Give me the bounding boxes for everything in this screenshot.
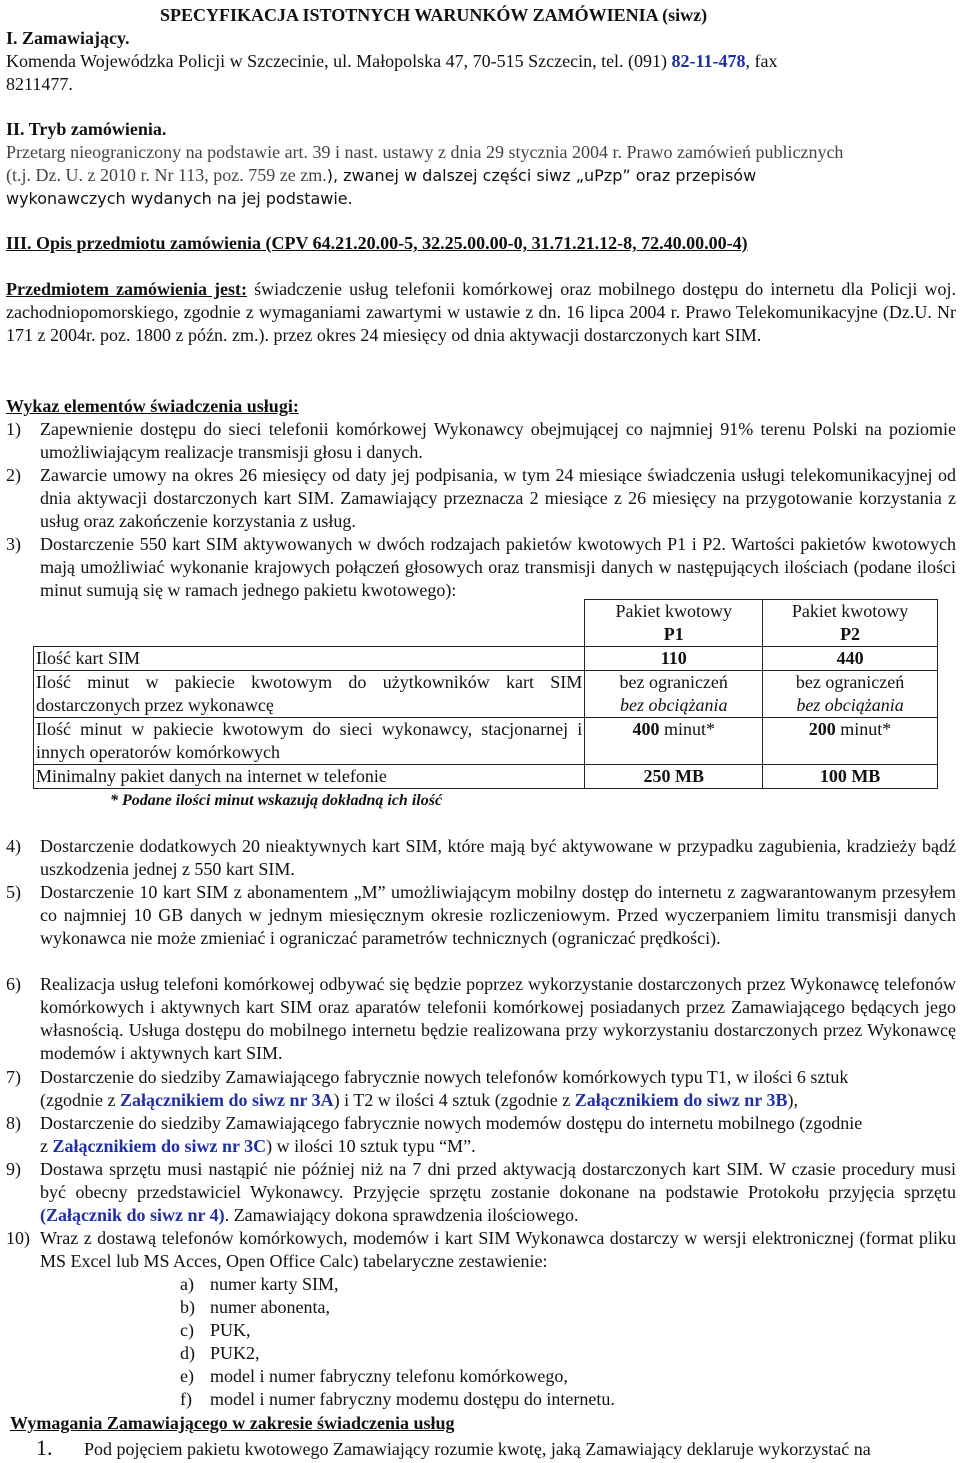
header-label: Pakiet kwotowy: [791, 601, 909, 621]
sub-list-item: [180, 1273, 338, 1296]
fax-number: 8211477.: [6, 74, 73, 94]
section-2-heading: II. Tryb zamówienia.: [6, 119, 167, 139]
sub-list-text: numer abonenta,: [210, 1297, 330, 1317]
list-item-number: 8): [6, 1113, 21, 1133]
attachment-link-3a[interactable]: Załącznikiem do siwz nr 3A: [119, 1090, 334, 1110]
sub-list-letter: d): [180, 1343, 195, 1363]
text-segment: Dostawa sprzętu musi nastąpić nie później niż na 7 dni przed aktywacją dostarczonych kart SIM. W czasie procedury musi być obecny przedstawiciel Wykonawcy. Przyjęcie sprzętu zostanie dokonane na podstawie Protokołu przyjęcia sprzętu: [40, 1159, 956, 1202]
list-item: [6, 1066, 956, 1112]
point-text: Pod pojęciem pakietu kwotowego Zamawiający rozumie kwotę, jaką Zamawiający deklaruje wykorzystać na: [84, 1439, 871, 1459]
subject-text: świadczenie usług telefonii komórkowej oraz mobilnego dostępu do internetu dla Policji woj. zachodniopomorskiego, zgodnie z wymaganiami zawartymi w ustawie z dn. 16 lipca 2004 r. Prawo Telekomunikacyjne (Dz.U. Nr 171 z 2004r. poz. 1800 z późn. zm.). przez okres 24 miesięcy od dnia aktywacji dostarczonych kart SIM.: [6, 279, 956, 345]
value-line: bez obciążania: [619, 695, 728, 715]
sub-list-item: [180, 1342, 260, 1365]
list-item-number: 10): [6, 1228, 30, 1248]
sub-list-text: model i numer fabryczny modemu dostępu do internetu.: [210, 1389, 615, 1409]
list-item: [6, 1112, 956, 1158]
row-label: Ilość minut w pakiecie kwotowym do użytkowników kart SIM dostarczonych przez wykonawcę: [34, 671, 585, 718]
row-label: Minimalny pakiet danych na internet w telefonie: [34, 765, 585, 789]
sub-list-item: [180, 1319, 251, 1342]
list-item: [6, 418, 956, 464]
subject-label: Przedmiotem zamówienia jest:: [6, 279, 248, 299]
row-value-p2: 100 MB: [763, 765, 938, 789]
list-item: [6, 464, 956, 533]
table-row: [34, 647, 938, 671]
table-row: [34, 671, 938, 718]
value-line: bez ograniczeń: [795, 672, 905, 692]
text-segment: ) i T2 w ilości 4 sztuk (zgodnie z: [333, 1090, 575, 1110]
list-item-number: 7): [6, 1067, 21, 1087]
list-item-number: 1): [6, 419, 21, 439]
list-item-text: Zawarcie umowy na okres 26 miesięcy od daty jej podpisania, w tym 24 miesiące świadczenia usługi telekomunikacyjnej od dnia aktywacji dostarczonych kart SIM. Zamawiający przeznacza 2 miesiące z 26 miesięcy na przygotowanie korzystania z usług oraz zakończenie korzystania z usług.: [40, 465, 956, 531]
row-value-p2: [763, 671, 938, 718]
row-value-p1: [585, 718, 763, 765]
row-label: Ilość kart SIM: [34, 647, 585, 671]
sub-list-text: numer karty SIM,: [210, 1274, 339, 1294]
legal-reference-cont: ), zwanej w dalszej części siwz „uPzp” oraz przepisów: [326, 166, 757, 185]
sub-list-text: PUK,: [210, 1320, 251, 1340]
point-number: 1.: [36, 1435, 53, 1460]
list-item: [6, 1158, 956, 1227]
list-item-number: 6): [6, 974, 21, 994]
list-item: [6, 881, 956, 950]
sub-list-text: model i numer fabryczny telefonu komórkowego,: [210, 1366, 568, 1386]
list-item-text: Wraz z dostawą telefonów komórkowych, modemów i kart SIM Wykonawca dostarczy w wersji elektronicznej (format pliku MS Excel lub MS Acces, Open Office Calc) tabelaryczne zestawienie:: [40, 1228, 956, 1271]
requirements-heading: Wymagania Zamawiającego w zakresie świadczenia usług: [10, 1413, 455, 1433]
sub-list-item: [180, 1388, 615, 1411]
contracting-authority-line: [6, 50, 778, 73]
section-2-line-3: wykonawczych wydanych na jej podstawie.: [6, 189, 353, 208]
sub-list-letter: f): [180, 1389, 192, 1409]
header-code: P1: [663, 624, 684, 644]
text-segment: z: [40, 1136, 53, 1156]
attachment-link-4[interactable]: (Załącznik do siwz nr 4): [40, 1205, 225, 1225]
section-2-line-1: Przetarg nieograniczony na podstawie art. 39 i nast. ustawy z dnia 29 stycznia 2004 r. Prawo zamówień publicznych: [6, 142, 844, 162]
row-label: Ilość minut w pakiecie kwotowym do sieci wykonawcy, stacjonarnej i innych operatorów komórkowych: [34, 718, 585, 765]
list-item-text: [40, 1066, 956, 1112]
header-label: Pakiet kwotowy: [615, 601, 732, 621]
sub-list-text: PUK2,: [210, 1343, 260, 1363]
table-header-p1: [585, 600, 763, 647]
table-row: [34, 718, 938, 765]
value-unit: minut*: [659, 719, 715, 739]
list-item-number: 2): [6, 465, 21, 485]
list-item-text: [40, 1112, 956, 1158]
list-item-text: Realizacja usług telefoni komórkowej odbywać się będzie poprzez wykorzystanie dostarczonych przez Wykonawcę telefonów komórkowych i aktywnych kart SIM oraz aparatów telefonii komórkowej posiadanych przez Zamawiającego będących jego własnością. Usługa dostępu do mobilnego internetu będzie realizowana przy wykorzystaniu dostarczonych przez Wykonawcę modemów i aktywnych kart SIM.: [40, 974, 956, 1063]
value-line: bez obciążania: [796, 695, 904, 715]
text-segment: ) w ilości 10 sztuk typu “M”.: [266, 1136, 476, 1156]
sub-list-letter: e): [180, 1366, 194, 1386]
package-table: [33, 599, 938, 789]
text-line: Dostarczenie do siedziby Zamawiającego fabrycznie nowych modemów dostępu do internetu mobilnego (zgodnie: [40, 1113, 863, 1133]
attachment-link-3c[interactable]: Załącznikiem do siwz nr 3C: [52, 1136, 267, 1156]
list-item: [6, 835, 956, 881]
fax-label: , fax: [745, 51, 778, 71]
list-item: [6, 1227, 956, 1273]
row-value-p1: [585, 671, 763, 718]
text-segment: ),: [787, 1090, 798, 1110]
list-item-text: Zapewnienie dostępu do sieci telefonii komórkowej Wykonawcy obejmującej co najmniej 91% terenu Polski na poziomie umożliwiającym realizacje transmisji głosu i danych.: [40, 419, 956, 462]
table-row: [34, 765, 938, 789]
sub-list-letter: c): [180, 1320, 194, 1340]
row-value-p2: 440: [763, 647, 938, 671]
legal-reference: (t.j. Dz. U. z 2010 r. Nr 113, poz. 759 ze zm.: [6, 165, 327, 185]
attachment-link-3b[interactable]: Załącznikiem do siwz nr 3B: [574, 1090, 788, 1110]
text-line: [40, 1089, 956, 1112]
list-item-text: Dostarczenie 550 kart SIM aktywowanych w dwóch rodzajach pakietów kwotowych P1 i P2. Wartości pakietów kwotowych mają umożliwiać wykonanie krajowych połączeń głosowych oraz transmisji danych w następujących ilościach (podane ilości minut sumują się w ramach jednego pakietu kwotowego):: [40, 534, 956, 600]
address-text: Komenda Wojewódzka Policji w Szczecinie, ul. Małopolska 47, 70-515 Szczecin, tel. (091): [6, 51, 672, 71]
list-item-text: Dostarczenie dodatkowych 20 nieaktywnych kart SIM, które mają być aktywowane w przypadku zagubienia, kradzieży bądź uszkodzenia jednej z 550 kart SIM.: [40, 836, 956, 879]
value-number: 400: [632, 719, 660, 739]
elements-list-heading: Wykaz elementów świadczenia usługi:: [6, 396, 299, 416]
section-2-line-2: [6, 164, 756, 187]
table-footnote: * Podane ilości minut wskazują dokładną ich ilość: [110, 792, 443, 809]
section-1-heading: I. Zamawiający.: [6, 28, 130, 48]
table-header-row: [34, 600, 938, 647]
list-item-number: 4): [6, 836, 21, 856]
sub-list-item: [180, 1365, 568, 1388]
subject-paragraph: [6, 278, 956, 347]
text-line: Dostarczenie do siedziby Zamawiającego fabrycznie nowych telefonów komórkowych typu T1, w ilości 6 sztuk: [40, 1067, 849, 1087]
list-item: [6, 973, 956, 1065]
text-segment: (zgodnie z: [40, 1090, 120, 1110]
list-item-number: 3): [6, 534, 21, 554]
value-unit: minut*: [835, 719, 892, 739]
phone-number: 82-11-478: [671, 51, 746, 71]
text-segment: . Zamawiający dokona sprawdzenia ilościowego.: [224, 1205, 579, 1225]
sub-list-letter: b): [180, 1297, 195, 1317]
header-code: P2: [840, 624, 861, 644]
sub-list-item: [180, 1296, 330, 1319]
list-item-text: Dostarczenie 10 kart SIM z abonamentem „M” umożliwiającym mobilny dostęp do internetu z zagwarantowanym przesyłem co najmniej 10 GB danych w jednym miesięcznym okresie rozliczeniowym. Przed wyczerpaniem limitu transmisji danych wykonawca nie może zmieniać i ograniczać parametrów technicznych (ograniczać prędkości).: [40, 882, 956, 948]
document-title: SPECYFIKACJA ISTOTNYCH WARUNKÓW ZAMÓWIENIA (siwz): [160, 5, 708, 25]
value-number: 200: [808, 719, 836, 739]
text-line: [40, 1135, 956, 1158]
table-empty-cell: [34, 600, 585, 647]
row-value-p1: 110: [585, 647, 763, 671]
row-value-p1: 250 MB: [585, 765, 763, 789]
list-item-number: 5): [6, 882, 21, 902]
row-value-p2: [763, 718, 938, 765]
section-3-heading: III. Opis przedmiotu zamówienia (CPV 64.21.20.00-5, 32.25.00.00-0, 31.71.21.12-8, 72.40.00.00-4): [6, 233, 748, 253]
list-item: [6, 533, 956, 602]
sub-list-letter: a): [180, 1274, 194, 1294]
list-item-text: [40, 1158, 956, 1227]
table-header-p2: [763, 600, 938, 647]
requirements-point-1: [36, 1436, 871, 1461]
list-item-number: 9): [6, 1159, 21, 1179]
value-line: bez ograniczeń: [619, 672, 728, 692]
